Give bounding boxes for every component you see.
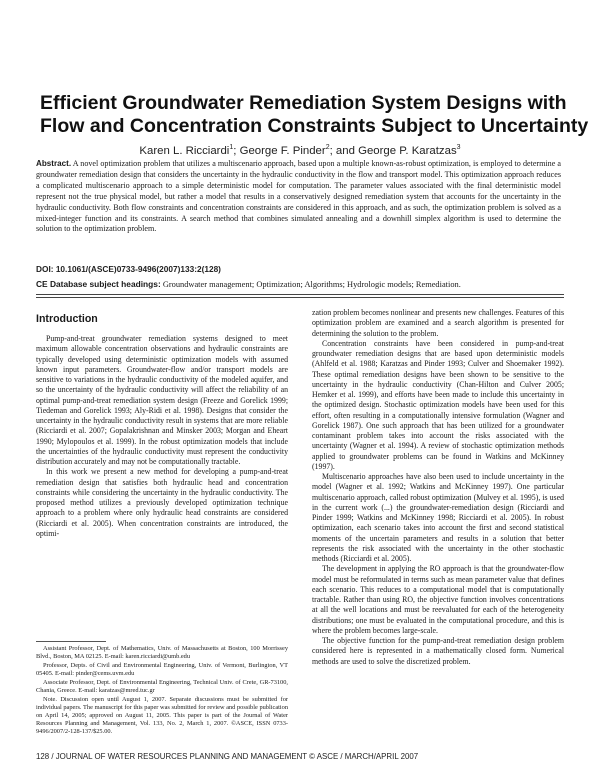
right-column xyxy=(312,308,564,667)
body-paragraph: Multiscenario approaches have also been used to include uncertainty in the model (Wagner et al. 1992; Watkins and McKinney 1997). One particular multiscenario approach, called robust optimization (Mulvey et al. 1995), is used in the current work (...) the groundwater-remediation design (Ricciardi and Pinder 1999; Watkins and McKinney 1998; Ricciardi et al. 2005). In robust optimization, each scenario takes into account the first and second statistical moments of the uncertain parameters and results in a solution that better represents the risk associated with the uncertainty in the other stochastic methods (Ricciardi et al. 2005). xyxy=(312,472,564,563)
subject-headings-label: CE Database subject headings: xyxy=(36,279,161,289)
header-rule-bottom xyxy=(36,297,564,298)
author-3: George P. Karatzas xyxy=(358,145,457,157)
body-paragraph: In this work we present a new method for developing a pump-and-treat remediation design that satisfies both hydraulic head and concentration constraints while considering the uncertainty in the hydraulic conductivity. The proposed method utilizes a previously developed optimization technique approach to a problem where only hydraulic head constraints are considered (Ricciardi et al. 2005). When concentration constraints are introduced, the optimi- xyxy=(36,467,288,538)
left-column xyxy=(36,308,288,539)
footnote-affiliation-1: Assistant Professor, Dept. of Mathematics, Univ. of Massachusetts at Boston, 100 Morrissey Blvd., Boston, MA 02125. E-mail: karen.ricciardi@umb.edu xyxy=(36,645,288,661)
header-rule-top xyxy=(36,294,564,295)
body-paragraph: Concentration constraints have been considered in pump-and-treat groundwater remediation designs that are based upon deterministic models (Ahlfeld et al. 1988; Karatzas and Pinder 1993; Culver and Shoemaker 1992). These optimal remediation designs have been shown to be sensitive to the uncertainty in the hydraulic conductivity (Chan-Hilton and Culver 2005; Hemker et al. 1999), and efforts have been made to include this uncertainty in the optimized design. Stochastic optimization models have been used for this effort, often resulting in a computationally intensive formulation (Wagner and Gorelick 1987). One such approach that has been utilized for a groundwater contaminant problem takes into account the risks associated with the uncertainty (Wagner et al. 1994). A review of stochastic optimization methods applied to groundwater problems can be found in Watkins and McKinney (1997). xyxy=(312,338,564,471)
title-line-2: Flow and Concentration Constraints Subject to Uncertainty xyxy=(40,115,589,137)
author-3-affiliation-mark: 3 xyxy=(456,144,461,151)
author-separator-2: ; and xyxy=(329,145,359,157)
doi: DOI: 10.1061/(ASCE)0733-9496(2007)133:2(128) xyxy=(36,264,221,274)
body-paragraph: The objective function for the pump-and-treat remediation design problem considered here is represented in a mathematically closed form. Numerical methods are used to solve the discretized problem. xyxy=(312,636,564,666)
author-1-affiliation-mark: 1 xyxy=(229,144,234,151)
abstract-text: A novel optimization problem that utilizes a multiscenario approach, based upon a multiple known-as-robust optimization, is employed to determine a groundwater remediation design that considers the uncertainty in the hydraulic conductivity in the flow and transport model. This optimization approach reduces a complicated multiscenario approach to a simple deterministic model for computation. The parameter values associated with the final deterministic model represent not the true physical model, but rather a model that results in a conservatively designed remediation system that accounts for the uncertainty in the hydraulic conductivity. Both flow constraints and concentration constraints are considered in this approach, and as such, the optimization problem is solved as a mixed-integer function and its constraints. A search method that combines simulated annealing and a downhill simplex algorithm is used to determine the solution to the optimization problem. xyxy=(36,159,562,234)
subject-headings-text: Groundwater management; Optimization; Algorithms; Hydrologic models; Remediation. xyxy=(162,280,461,289)
paper-title xyxy=(40,92,589,138)
author-2: George F. Pinder xyxy=(239,145,326,157)
abstract xyxy=(36,159,561,235)
body-paragraph: Pump-and-treat groundwater remediation systems designed to meet maximum allowable concentration observations and hydraulic constraints are typically developed using deterministic optimization models with assumed known input parameters. Groundwater-flow and/or transport models are sensitive to variations in the hydraulic conductivity of the modeled aquifer, and so the uncertainty of the hydraulic conductivity will affect the reliability of an optimal pump-and-treat remediation system design (Freeze and Gorelick 1999; Tiedeman and Gorelick 1993; Aly-Ridi et al. 1998). Designs that consider the uncertainty in the hydraulic conductivity result in systems that are more reliable (Ricciardi et al. 2007; Gopalakrishnan and Minsker 2003; Morgan and Eheart 1990; Mylopoulos et al. 1999). In the robust optimization models that include the uncertainties of the hydraulic conductivity must represent the conductivity distribution accurately and may not be computationally tractable. xyxy=(36,334,288,466)
footnote-affiliation-3: Associate Professor, Dept. of Environmental Engineering, Technical Univ. of Crete, GR-73100, Chania, Greece. E-mail: karatzas@mred.tuc.gr xyxy=(36,679,288,695)
footnote-editorial-note: Note. Discussion open until August 1, 2007. Separate discussions must be submitted for individual papers. The manuscript for this paper was submitted for review and possible publication on April 14, 2005; approved on August 11, 2005. This paper is part of the Journal of Water Resources Planning and Management, Vol. 133, No. 2, March 1, 2007. ©ASCE, ISSN 0733-9496/2007/2-128-137/$25.00. xyxy=(36,696,288,736)
author-1: Karen L. Ricciardi xyxy=(139,145,230,157)
abstract-label: Abstract. xyxy=(36,159,72,168)
footnote-affiliation-2: Professor, Depts. of Civil and Environmental Engineering, Univ. of Vermont, Burlington, VT 05405. E-mail: pinder@cems.uvm.edu xyxy=(36,662,288,678)
page-footer: 128 / JOURNAL OF WATER RESOURCES PLANNING AND MANAGEMENT © ASCE / MARCH/APRIL 2007 xyxy=(36,752,419,761)
body-paragraph: The development in applying the RO approach is that the groundwater-flow model must be reformulated in terms such as mean parameter value that defines each scenario. This reduces to a computational model that is computationally tractable. Rather than using RO, the objective function involves concentrations at all the well locations and must be reevaluated for each of the heterogeneity distributions; one must be evaluated in the computational procedure, and this is where the problem becomes large-scale. xyxy=(312,564,564,635)
section-heading-introduction: Introduction xyxy=(36,313,98,325)
subject-headings xyxy=(36,279,566,289)
footnote-rule xyxy=(36,641,106,642)
footnotes xyxy=(36,645,288,738)
title-line-1: Efficient Groundwater Remediation System Designs with xyxy=(40,92,567,114)
author-2-affiliation-mark: 2 xyxy=(325,144,330,151)
author-separator-1: ; xyxy=(233,145,240,157)
body-paragraph: zation problem becomes nonlinear and presents new challenges. Features of this optimization problem are examined and a search algorithm is presented for determining the solution to the problem. xyxy=(312,308,564,338)
author-list xyxy=(40,144,560,157)
